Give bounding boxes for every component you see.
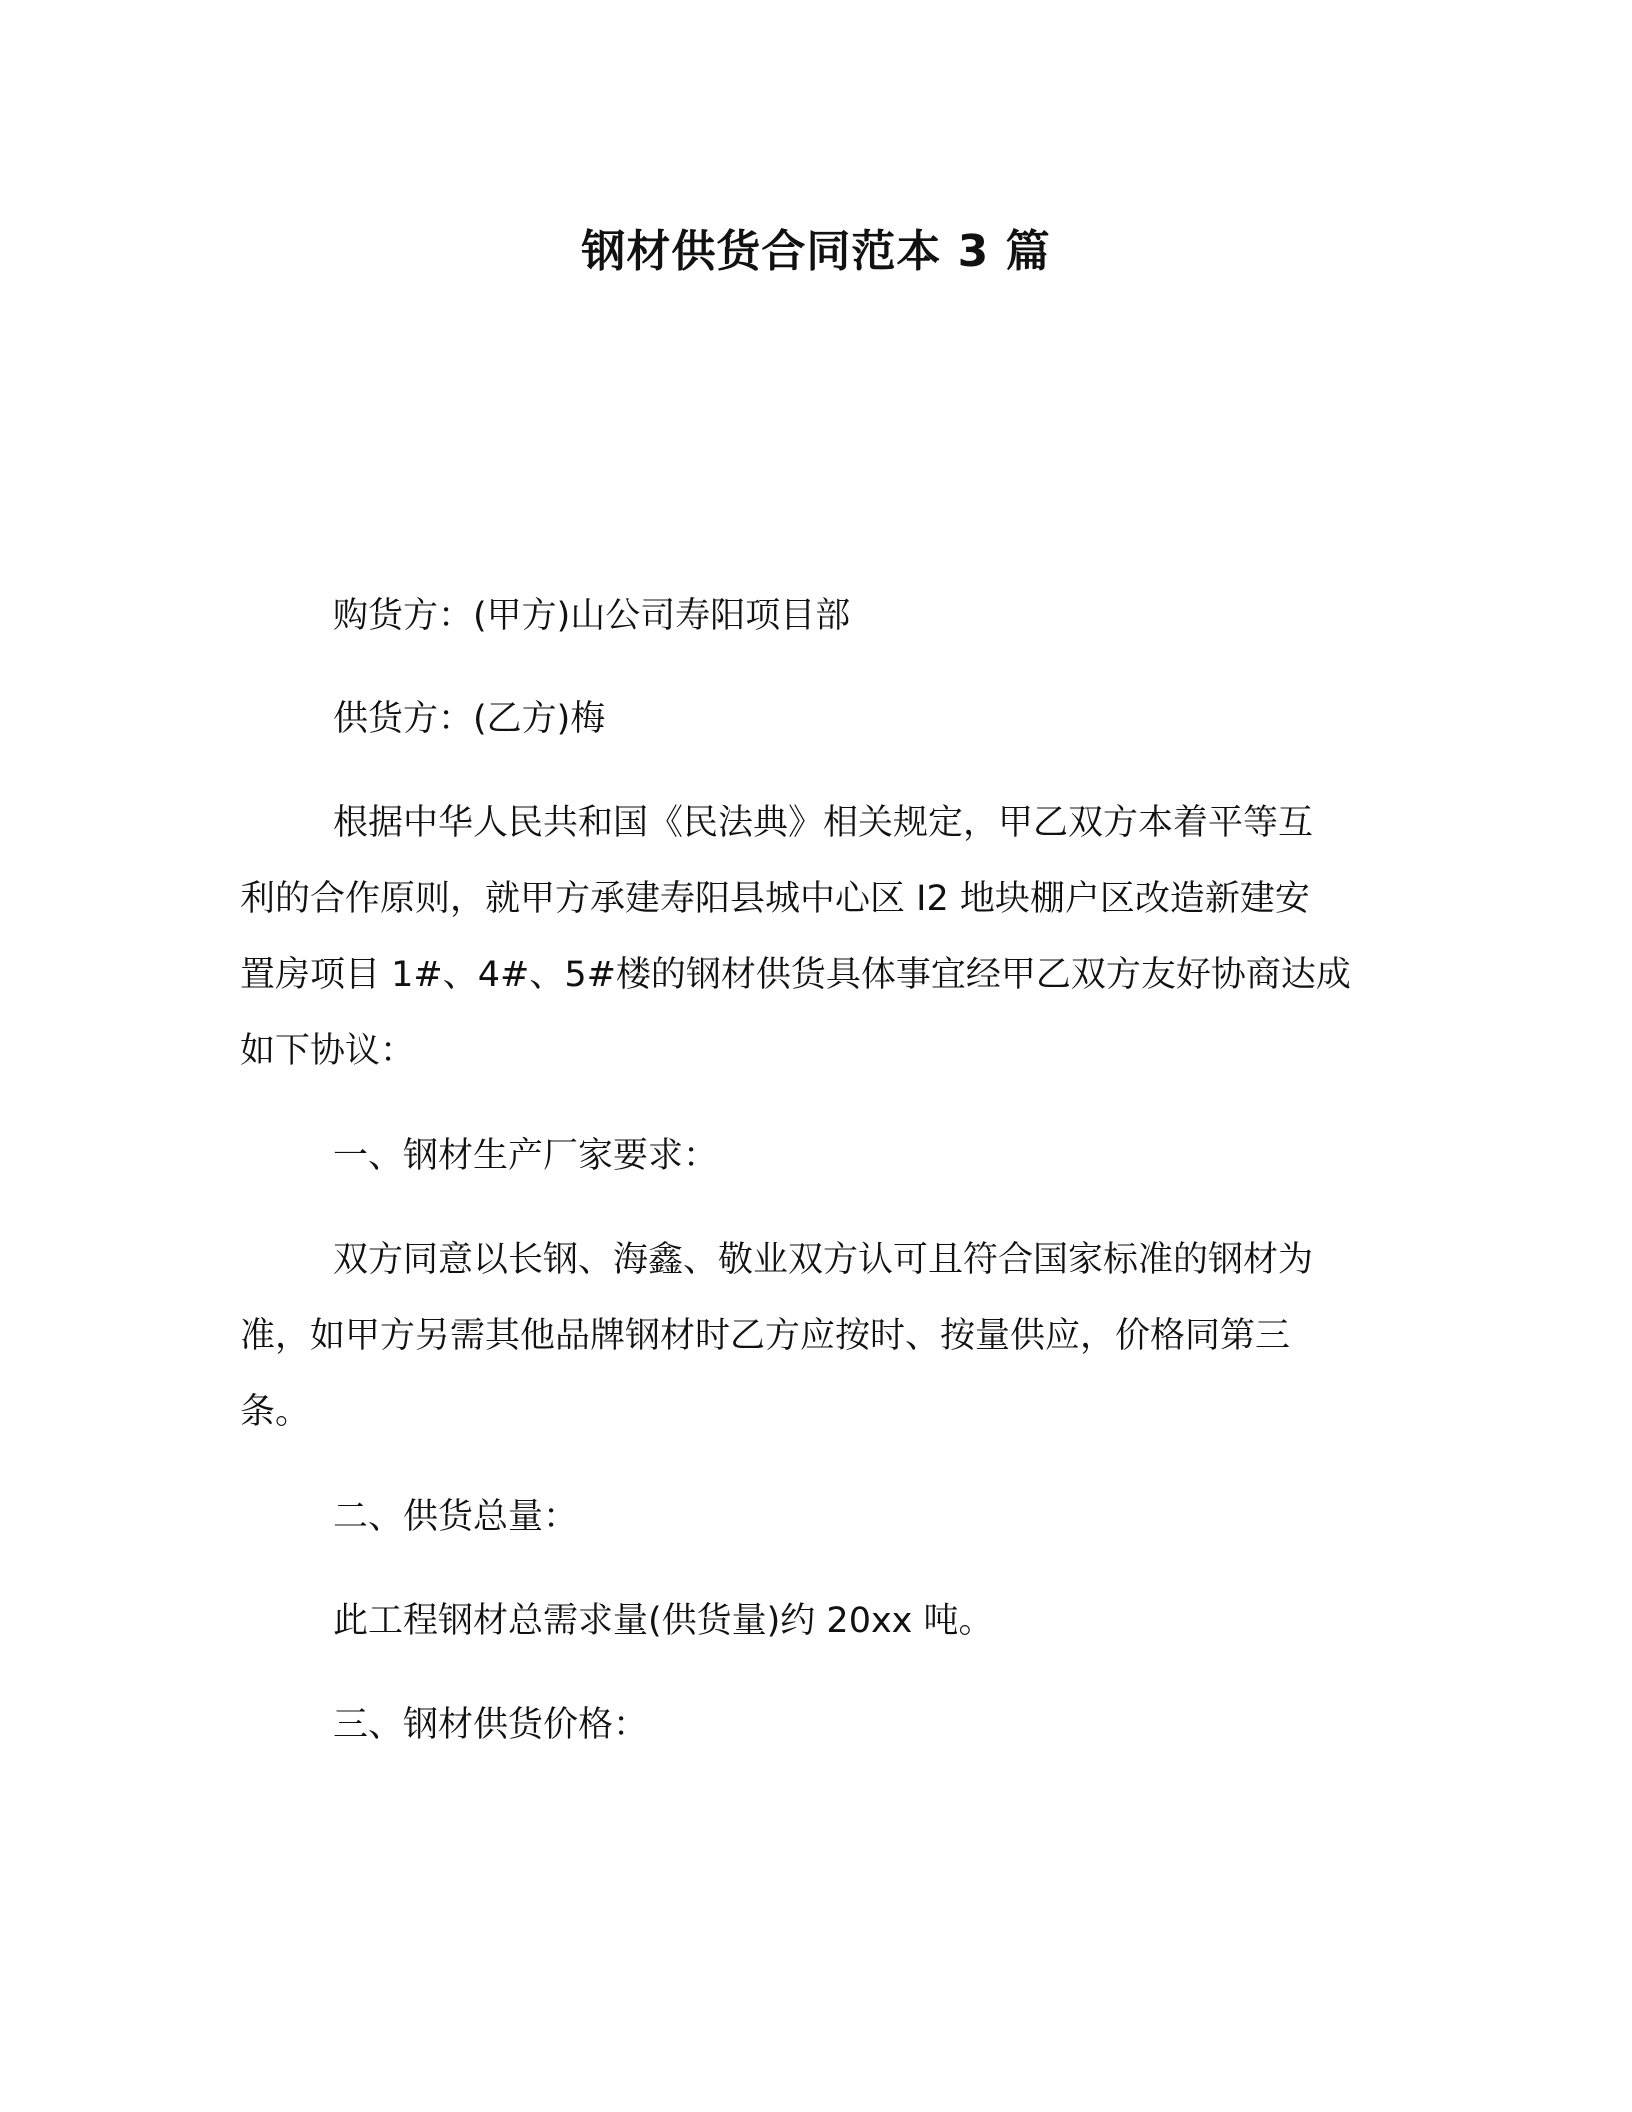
section-1-line-2: 准，如甲方另需其他品牌钢材时乙方应按时、按量供应，价格同第三 [240, 1316, 1291, 1356]
intro-line-4: 如下协议： [240, 1031, 416, 1071]
section-3-heading: 三、钢材供货价格： [333, 1705, 649, 1745]
section-1-line-3: 条。 [240, 1392, 311, 1432]
section-1-heading: 一、钢材生产厂家要求： [333, 1136, 719, 1176]
intro-line-1: 根据中华人民共和国《民法典》相关规定，甲乙双方本着平等互 [333, 803, 1314, 843]
section-2-heading: 二、供货总量： [333, 1497, 579, 1537]
section-2-text: 此工程钢材总需求量(供货量)约 20xx 吨。 [333, 1601, 994, 1641]
intro-line-2: 利的合作原则，就甲方承建寿阳县城中心区 I2 地块棚户区改造新建安 [240, 879, 1310, 919]
supplier-line: 供货方：(乙方)梅 [333, 699, 606, 739]
intro-line-3: 置房项目 1#、4#、5#楼的钢材供货具体事宜经甲乙双方友好协商达成 [240, 955, 1351, 995]
document-title: 钢材供货合同范本 3 篇 [581, 226, 1051, 277]
buyer-line: 购货方：(甲方)山公司寿阳项目部 [333, 596, 851, 636]
section-1-line-1: 双方同意以长钢、海鑫、敬业双方认可且符合国家标准的钢材为 [333, 1240, 1314, 1280]
